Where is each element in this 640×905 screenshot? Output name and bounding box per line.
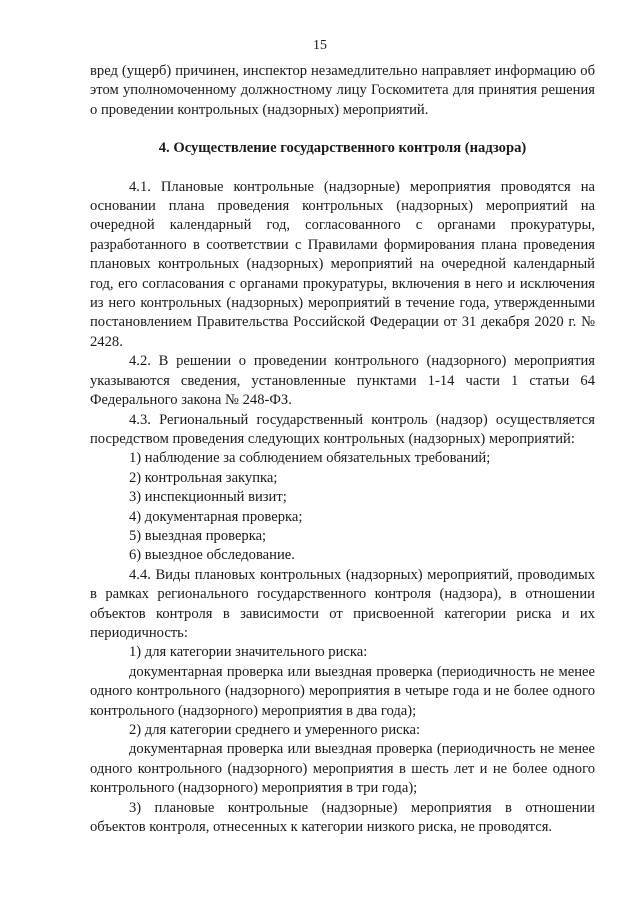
- page-number: 15: [313, 38, 327, 53]
- paragraph-4-3: 4.3. Региональный государственный контроль (надзор) осуществляется посредством проведения следующих контрольных (надзорных) мероприятий:: [90, 411, 595, 447]
- list-item: 3) инспекционный визит;: [129, 489, 287, 506]
- risk-category-medium: 2) для категории среднего и умеренного риска:: [129, 722, 421, 738]
- risk-category-medium-text: документарная проверка или выездная проверка (периодичность не менее одного контрольного (надзорного) мероприятия в шесть лет и не более одного контрольного (надзорного) мероприятия в три года);: [90, 741, 595, 797]
- paragraph-4-2: 4.2. В решении о проведении контрольного (надзорного) мероприятия указываются сведения, установленные пунктами 1-14 части 1 статьи 64 Федерального закона № 248-ФЗ.: [90, 353, 595, 409]
- risk-category-significant-text: документарная проверка или выездная проверка (периодичность не менее одного контрольного (надзорного) мероприятия в четыре года и не более одного контрольного (надзорного) мероприятия в два года);: [90, 663, 595, 719]
- intro-paragraph: вред (ущерб) причинен, инспектор незамедлительно направляет информацию об этом уполномоченному должностному лицу Госкомитета для принятия решения о проведении контрольных (надзорных) мероприятий.: [90, 63, 595, 118]
- list-item: 4) документарная проверка;: [129, 508, 303, 525]
- risk-category-low-text: 3) плановые контрольные (надзорные) мероприятия в отношении объектов контроля, отнесенных к категории низкого риска, не проводятся.: [90, 799, 595, 836]
- list-item: 5) выездная проверка;: [129, 527, 267, 544]
- list-item: 6) выездное обследование.: [129, 547, 295, 564]
- paragraph-4-1: 4.1. Плановые контрольные (надзорные) мероприятия проводятся на основании плана проведения контрольных (надзорных) мероприятий на очередной календарный год, согласованного с органами прокуратуры, разработанного в соответствии с Правилами формирования плана проведения плановых контрольных (надзорных) мероприятий на очередной календарный год, его согласования с органами прокуратуры, включения в него и исключения из него контрольных (надзорных) мероприятий в течение года, утвержденными постановлением Правительства Российской Федерации от 31 декабря 2020 г. № 2428.: [90, 178, 595, 350]
- paragraph-4-4: 4.4. Виды плановых контрольных (надзорных) мероприятий, проводимых в рамках регионального государственного контроля (надзора), в отношении объектов контроля в зависимости от присвоенной категории риска и их периодичность:: [90, 566, 595, 641]
- list-item: 2) контрольная закупка;: [129, 469, 278, 486]
- section-heading: 4. Осуществление государственного контроля (надзора): [158, 140, 527, 157]
- document-body: [90, 62, 595, 837]
- risk-category-significant: 1) для категории значительного риска:: [129, 644, 368, 661]
- list-item: 1) наблюдение за соблюдением обязательных требований;: [129, 450, 491, 467]
